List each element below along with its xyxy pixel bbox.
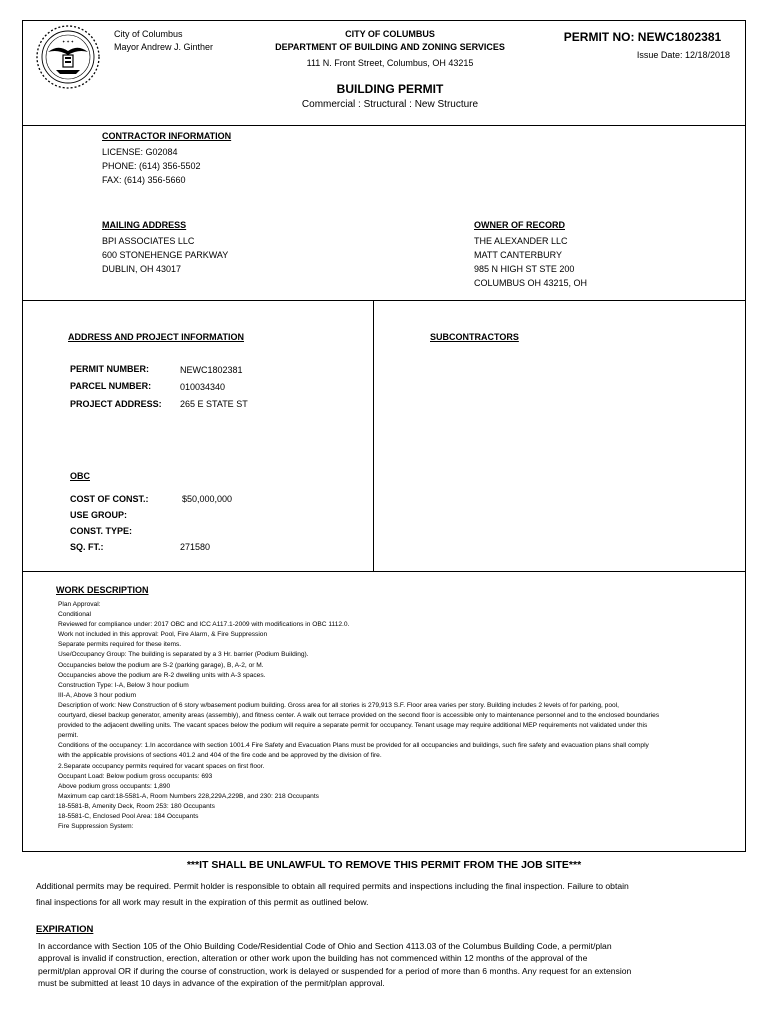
subcontractors-heading: SUBCONTRACTORS xyxy=(430,332,519,342)
additional-permits-text xyxy=(36,878,746,910)
work-line: with the applicable provisions of sections 401.2 and 404 of the fire code and be approved by the division of fire. xyxy=(58,752,382,760)
dept-address: 111 N. Front Street, Columbus, OH 43215 xyxy=(306,58,474,68)
work-line: Fire Suppression System: xyxy=(58,823,134,831)
work-line: Work not included in this approval: Pool, Fire Alarm, & Fire Suppression xyxy=(58,631,268,639)
expiration-text xyxy=(38,940,746,990)
contractor-phone: PHONE: (614) 356-5502 xyxy=(102,161,201,171)
expiration-line: approval is invalid if construction, erection, alteration or other work upon the building has not commenced within 12 months of the approval of the xyxy=(38,953,588,964)
sqft-label: SQ. FT.: xyxy=(70,542,104,552)
work-line: Use/Occupancy Group: The building is separated by a 3 Hr. barrier (Podium Building). xyxy=(58,651,309,659)
project-divider xyxy=(373,300,374,572)
cost-label: COST OF CONST.: xyxy=(70,494,149,504)
work-line: Reviewed for compliance under: 2017 OBC and ICC A117.1-2009 with modifications in OBC 1112.0. xyxy=(58,621,350,629)
doc-subtitle: Commercial : Structural : New Structure xyxy=(301,99,479,110)
mailing-line-1: BPI ASSOCIATES LLC xyxy=(102,236,195,246)
svg-text:✦ ✦ ✦: ✦ ✦ ✦ xyxy=(61,39,75,44)
expiration-line: permit/plan approval OR if during the course of construction, work is delayed or suspended for a period of more than 6 months. Any request for an extension xyxy=(38,965,632,976)
use-group-label: USE GROUP: xyxy=(70,510,128,520)
owner-line-3: 985 N HIGH ST STE 200 xyxy=(474,264,575,274)
permit-number-label: PERMIT NUMBER: xyxy=(70,364,149,374)
mayor-name: Mayor Andrew J. Ginther xyxy=(114,42,214,52)
work-line: Conditions of the occupancy: 1.In accordance with section 1001.4 Fire Safety and Evacuation Plans must be provided for all occupancies and buildings, such fire safety and evacuation plans shall comply xyxy=(58,742,649,750)
parcel-number-value: 010034340 xyxy=(180,382,226,392)
work-line: Construction Type: I-A, Below 3 hour podium xyxy=(58,681,189,689)
doc-title: BUILDING PERMIT xyxy=(336,82,444,96)
removal-warning: ***IT SHALL BE UNLAWFUL TO REMOVE THIS PERMIT FROM THE JOB SITE*** xyxy=(186,859,582,871)
dept-name: DEPARTMENT OF BUILDING AND ZONING SERVICES xyxy=(275,42,505,52)
work-line: Separate permits required for these items. xyxy=(58,641,182,649)
project-heading: ADDRESS AND PROJECT INFORMATION xyxy=(68,332,245,342)
obc-heading: OBC xyxy=(70,471,90,481)
expiration-line: must be submitted at least 10 days in advance of the expiration of the permit/plan approval. xyxy=(38,978,385,989)
expiration-line: In accordance with Section 105 of the Ohio Building Code/Residential Code of Ohio and Section 4113.03 of the Columbus Building Code, a permit/plan xyxy=(38,941,612,951)
project-address-value: 265 E STATE ST xyxy=(180,399,248,409)
work-line: permit. xyxy=(58,732,79,740)
city-name: City of Columbus xyxy=(114,29,183,39)
owner-heading: OWNER OF RECORD xyxy=(474,220,565,230)
dept-city: CITY OF COLUMBUS xyxy=(345,29,435,39)
sqft-value: 271580 xyxy=(180,542,211,552)
contractor-license: LICENSE: G02084 xyxy=(102,147,178,157)
permit-number-header: PERMIT NO: NEWC1802381 xyxy=(563,30,722,44)
expiration-heading: EXPIRATION xyxy=(36,924,94,935)
work-line: Plan Approval: xyxy=(58,601,101,608)
work-line: Maximum cap card:18-5581-A, Room Numbers 228,229A,229B, and 230: 218 Occupants xyxy=(58,792,319,800)
work-line: III-A, Above 3 hour podium xyxy=(58,691,137,699)
permit-number-value: NEWC1802381 xyxy=(180,365,243,375)
mailing-line-2: 600 STONEHENGE PARKWAY xyxy=(102,250,229,260)
work-line: Occupant Load: Below podium gross occupants: 693 xyxy=(58,772,213,780)
work-line: provided to the adjacent dwelling units. The vacant spaces below the podium will require a separate permit for occupancy. Tenant usage may require additional MEP requirements not validated under this xyxy=(58,722,648,730)
project-address-label: PROJECT ADDRESS: xyxy=(70,399,162,409)
additional-line: Additional permits may be required. Permit holder is responsible to obtain all required permits and inspections including the final inspection. Failure to obtain xyxy=(36,881,629,891)
additional-line: final inspections for all work may result in the expiration of this permit as outlined below. xyxy=(36,897,369,907)
owner-line-2: MATT CANTERBURY xyxy=(474,250,563,260)
work-line: courtyard, diesel backup generator, amenity areas (assembly), and fitness center. A walk out terrace provided on the second floor is accessible only to maintenance personnel and to the enclosed boundaries xyxy=(58,712,660,720)
parcel-number-label: PARCEL NUMBER: xyxy=(70,381,152,391)
work-line: Conditional xyxy=(58,611,91,619)
mailing-line-3: DUBLIN, OH 43017 xyxy=(102,264,182,274)
owner-line-4: COLUMBUS OH 43215, OH xyxy=(474,278,588,288)
owner-line-1: THE ALEXANDER LLC xyxy=(474,236,568,246)
issue-date: Issue Date: 12/18/2018 xyxy=(636,50,730,60)
work-line: Occupancies below the podium are S-2 (parking garage), B, A-2, or M. xyxy=(58,661,264,669)
work-description-heading: WORK DESCRIPTION xyxy=(56,585,149,595)
work-line: 18-5581-B, Amenity Deck, Room 253: 180 Occupants xyxy=(58,802,215,810)
city-seal-logo xyxy=(34,24,102,90)
cost-value: $50,000,000 xyxy=(182,494,233,504)
const-type-label: CONST. TYPE: xyxy=(70,526,133,536)
contractor-heading: CONTRACTOR INFORMATION xyxy=(102,131,232,141)
mailing-heading: MAILING ADDRESS xyxy=(102,220,187,230)
work-line: 18-5581-C, Enclosed Pool Area: 184 Occupants xyxy=(58,812,199,820)
contractor-fax: FAX: (614) 356-5660 xyxy=(102,175,186,185)
work-description-text xyxy=(58,600,742,832)
work-line: Above podium gross occupants: 1,890 xyxy=(58,782,171,790)
work-line: Description of work: New Construction of 6 story w/basement podium building. Gross area for all stories is 279,913 S.F. Floor area varies per story. Building includes 2 levels of for parking, pool, xyxy=(58,701,619,709)
work-line: 2.Separate occupancy permits required for vacant spaces on first floor. xyxy=(58,762,265,770)
work-line: Occupancies above the podium are R-2 dwelling units with A-3 spaces. xyxy=(58,671,266,679)
